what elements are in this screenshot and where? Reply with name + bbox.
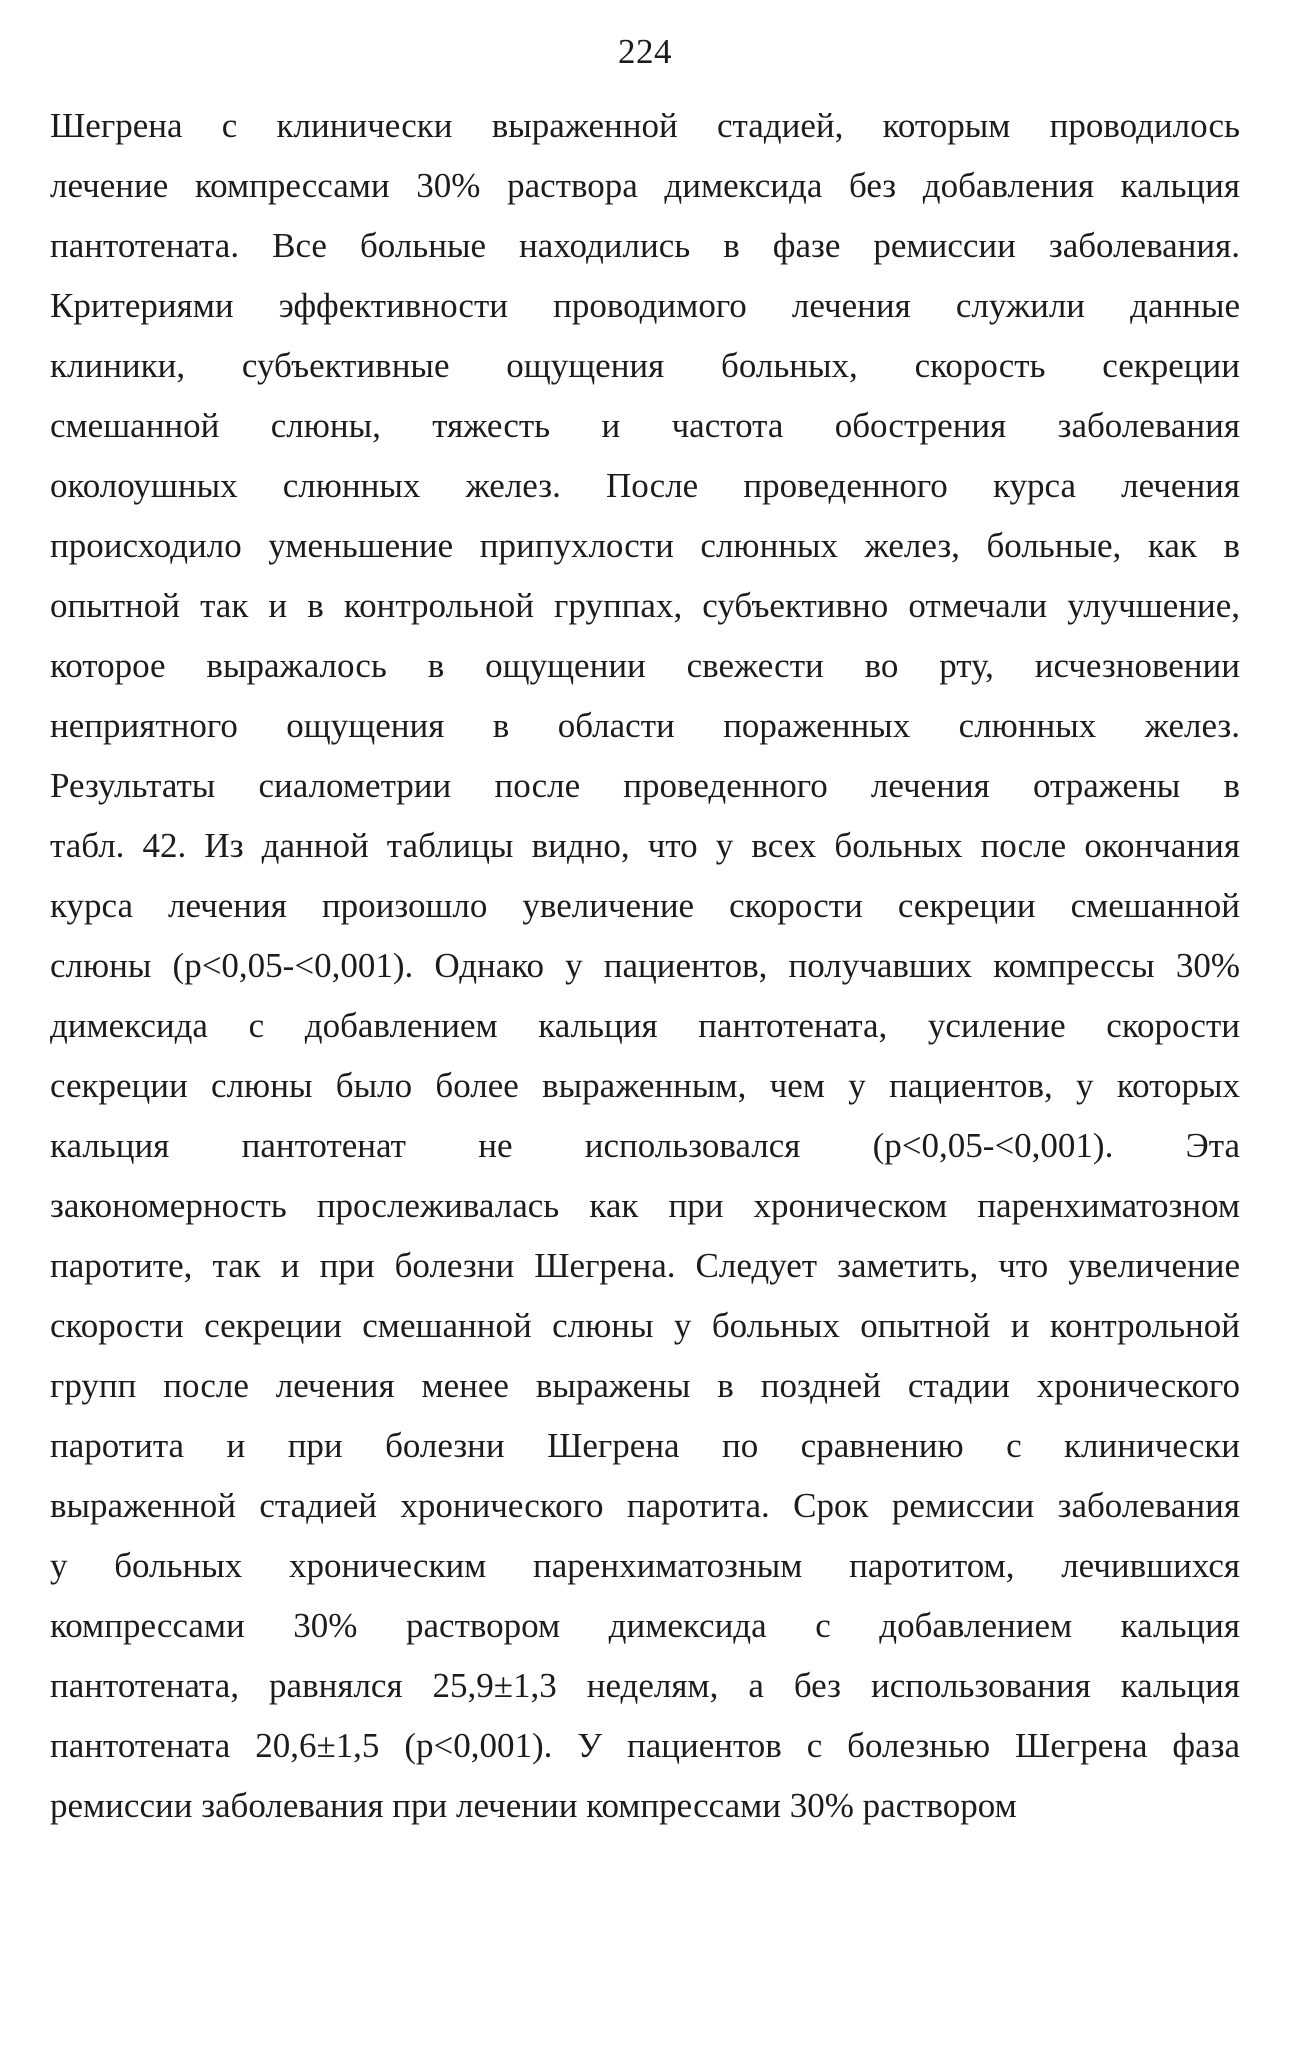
text-line: выраженной стадией хронического паротита. Срок ремиссии заболевания <box>50 1486 1240 1525</box>
text-line: опытной так и в контрольной группах, субъективно отмечали улучшение, <box>50 586 1240 625</box>
text-line: околоушных слюнных желез. После проведенного курса лечения <box>50 466 1240 505</box>
text-line: кальция пантотенат не использовался (р<0,05-<0,001). Эта <box>50 1126 1240 1165</box>
text-line: пантотената, равнялся 25,9±1,3 неделям, а без использования кальция <box>50 1666 1240 1705</box>
text-line: происходило уменьшение припухлости слюнных желез, больные, как в <box>50 526 1240 565</box>
text-line: которое выражалось в ощущении свежести во рту, исчезновении <box>50 646 1240 685</box>
text-line: компрессами 30% раствором димексида с добавлением кальция <box>50 1606 1240 1645</box>
text-line: скорости секреции смешанной слюны у больных опытной и контрольной <box>50 1306 1240 1345</box>
text-line: закономерность прослеживалась как при хроническом паренхиматозном <box>50 1186 1240 1225</box>
text-line: пантотената. Все больные находились в фазе ремиссии заболевания. <box>50 226 1240 265</box>
text-line: клиники, субъективные ощущения больных, скорость секреции <box>50 346 1240 385</box>
text-line: димексида с добавлением кальция пантотената, усиление скорости <box>50 1006 1240 1045</box>
text-line: смешанной слюны, тяжесть и частота обострения заболевания <box>50 406 1240 445</box>
text-line: паротита и при болезни Шегрена по сравнению с клинически <box>50 1426 1240 1465</box>
text-line: пантотената 20,6±1,5 (р<0,001). У пациентов с болезнью Шегрена фаза <box>50 1726 1240 1765</box>
text-line: Шегрена с клинически выраженной стадией, которым проводилось <box>50 106 1240 145</box>
text-line: неприятного ощущения в области пораженных слюнных желез. <box>50 706 1240 745</box>
text-line: ремиссии заболевания при лечении компрессами 30% раствором <box>50 1786 1017 1825</box>
text-line: курса лечения произошло увеличение скорости секреции смешанной <box>50 886 1240 925</box>
text-line: у больных хроническим паренхиматозным паротитом, лечившихся <box>50 1546 1240 1585</box>
body-text <box>50 96 1240 1836</box>
text-line: секреции слюны было более выраженным, чем у пациентов, у которых <box>50 1066 1240 1105</box>
text-line: табл. 42. Из данной таблицы видно, что у всех больных после окончания <box>50 826 1240 865</box>
text-line: лечение компрессами 30% раствора димексида без добавления кальция <box>50 166 1240 205</box>
page-number: 224 <box>618 32 672 71</box>
text-line: групп после лечения менее выражены в поздней стадии хронического <box>50 1366 1240 1405</box>
text-line: слюны (р<0,05-<0,001). Однако у пациентов, получавших компрессы 30% <box>50 946 1240 985</box>
text-line: Критериями эффективности проводимого лечения служили данные <box>50 286 1240 325</box>
text-line: Результаты сиалометрии после проведенного лечения отражены в <box>50 766 1240 805</box>
text-line: паротите, так и при болезни Шегрена. Следует заметить, что увеличение <box>50 1246 1240 1285</box>
